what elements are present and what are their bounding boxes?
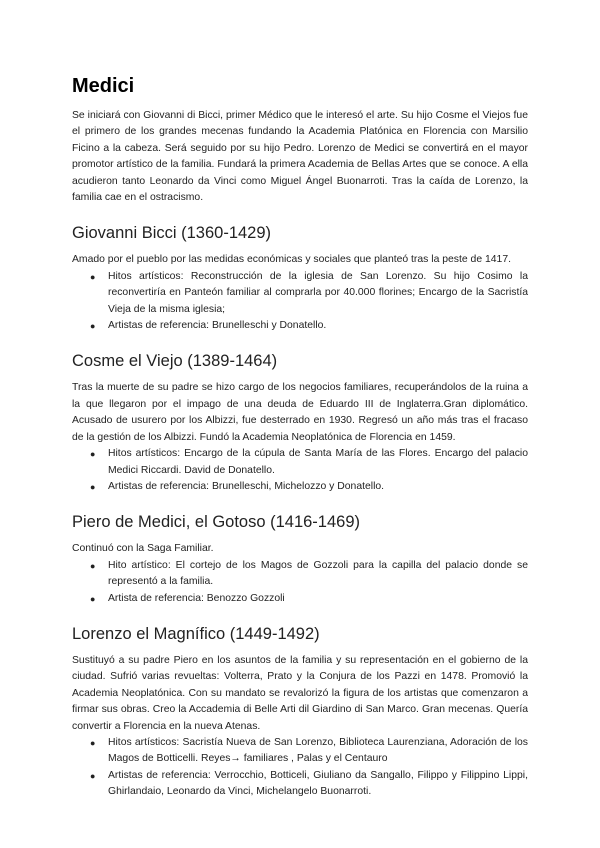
bullet-icon: ● [90, 770, 96, 781]
list-item-text: Artistas de referencia: Brunelleschi, Michelozzo y Donatello. [108, 480, 385, 492]
section-heading: Cosme el Viejo (1389-1464) [72, 352, 278, 371]
section-text: Tras la muerte de su padre se hizo cargo de los negocios familiares, recuperándolos de la ruina a la que llegaron por el impago de una deuda de Eduardo III de Inglaterra.Gran diplomático. Acusado de usurero por los Albizzi, fue desterrado en 1930. Regresó un año más tras el fracaso de la gestión de los Albizzi. Fundó la Academia Neoplatónica de Florencia en 1459. [72, 382, 528, 443]
section-lorenzo [72, 624, 528, 801]
section-heading: Giovanni Bicci (1360-1429) [72, 224, 272, 243]
bullet-icon: ● [90, 449, 96, 460]
list-item-text: Hitos artísticos: Reconstrucción de la iglesia de San Lorenzo. Su hijo Cosimo la reconvertiría en Panteón familiar al comprarla por 40.000 florines; Encargo de la Sacristía Vieja de la misma iglesia; [108, 270, 528, 315]
bullet-icon: ● [90, 271, 96, 282]
list-item-text: Artistas de referencia: Verrocchio, Botticeli, Giuliano da Sangallo, Filippo y Filippino Lippi, Ghirlandaio, Leonardo da Vinci, Michelangelo Buonarroti. [108, 769, 528, 798]
section-heading: Lorenzo el Magnífico (1449-1492) [72, 624, 320, 643]
list-item [90, 735, 528, 768]
bullet-icon: ● [90, 481, 96, 492]
section-giovanni [72, 223, 528, 334]
section-cosme [72, 351, 528, 495]
section-text: Continuó con la Saga Familiar. [72, 543, 214, 555]
list-item [90, 446, 528, 479]
list-item [90, 318, 528, 334]
bullet-list [72, 558, 528, 607]
section-text: Sustituyó a su padre Piero en los asuntos de la familia y su representación en el gobierno de la ciudad. Sufrió varias revueltas: Volterra, Prato y la Conjura de los Pazzi en 1478. Promovió la Academia Neoplatónica. Con su mandato se revalorizó la figura de los artistas que comenzaron a firmar sus obras. Creo la Accademia di Belle Arti dil Giardino di San Marco. Gran mecenas. Quería convertir a Florencia en la nueva Atenas. [72, 654, 528, 732]
list-item [90, 591, 528, 607]
list-item [90, 768, 528, 801]
bullet-list [72, 269, 528, 335]
bullet-list [72, 446, 528, 495]
section-piero [72, 512, 528, 607]
bullet-icon: ● [90, 737, 96, 748]
list-item-text: Artista de referencia: Benozzo Gozzoli [108, 592, 285, 604]
list-item [90, 269, 528, 318]
list-item-text: Hitos artísticos: Sacristía Nueva de San Lorenzo, Biblioteca Laurenziana, Adoración de los Magos de Botticelli. Reyes→ familiares , Palas y el Centauro [108, 736, 528, 765]
document-title: Medici [72, 75, 135, 97]
list-item [90, 558, 528, 591]
bullet-list [72, 735, 528, 801]
section-text: Amado por el pueblo por las medidas económicas y sociales que planteó tras la peste de 1417. [72, 254, 511, 266]
section-heading: Piero de Medici, el Gotoso (1416-1469) [72, 513, 360, 532]
bullet-icon: ● [90, 321, 96, 332]
list-item-text: Hito artístico: El cortejo de los Magos de Gozzoli para la capilla del palacio donde se representó a la familia. [108, 559, 528, 588]
bullet-icon: ● [90, 560, 96, 571]
list-item-text: Artistas de referencia: Brunelleschi y Donatello. [108, 320, 327, 332]
intro-paragraph: Se iniciará con Giovanni di Bicci, primer Médico que le interesó el arte. Su hijo Cosme el Viejos fue el primero de los grandes mecenas fundando la Academia Platónica en Florencia con Marsilio Ficino a la cabeza. Será seguido por su hijo Pedro. Lorenzo de Medici se convertirá en el mayor promotor artístico de la familia. Fundará la primera Academia de Bellas Artes que se conoce. A ella acudieron tanto Leonardo da Vinci como Miguel Ángel Buonarroti. Tras la caída de Lorenzo, la familia cae en el ostracismo. [72, 110, 528, 204]
list-item-text: Hitos artísticos: Encargo de la cúpula de Santa María de las Flores. Encargo del palacio Medici Riccardi. David de Donatello. [108, 448, 528, 476]
bullet-icon: ● [90, 593, 96, 604]
list-item [90, 479, 528, 495]
